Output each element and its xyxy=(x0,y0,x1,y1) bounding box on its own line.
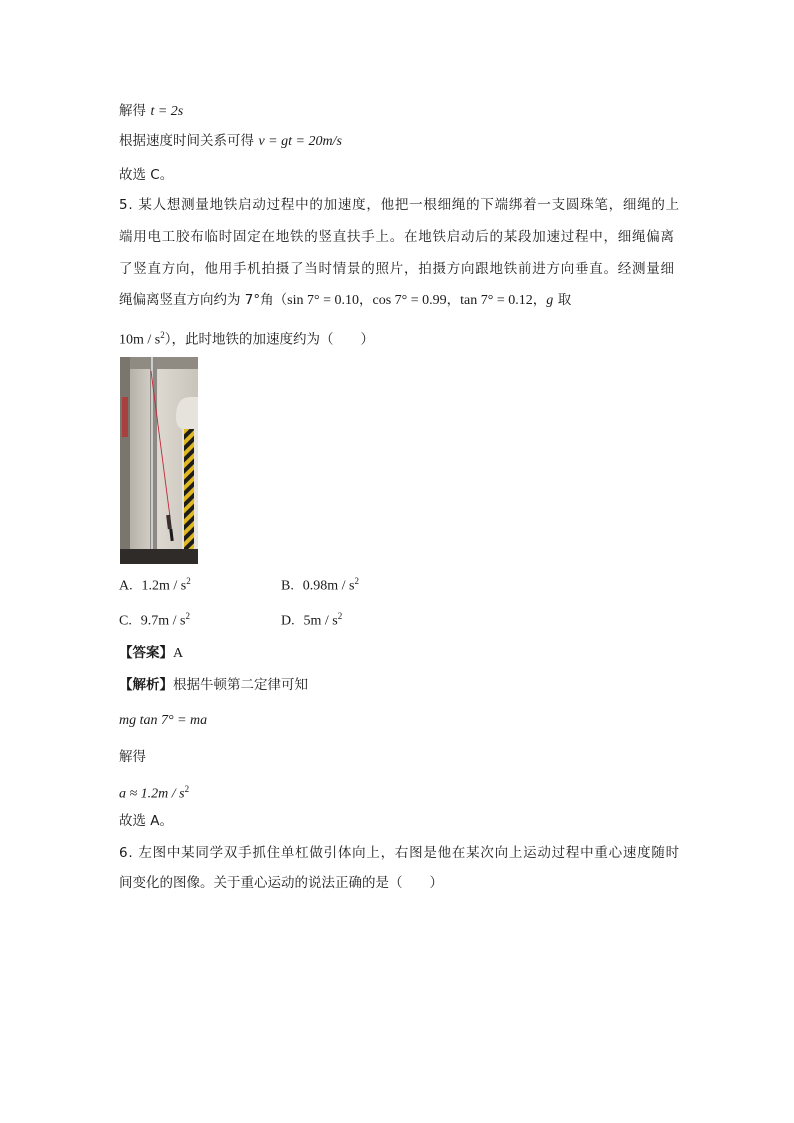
option-c[interactable] xyxy=(119,606,190,632)
acceleration-equation: a ≈ 1.2m / s xyxy=(119,786,185,802)
take-word: 取 xyxy=(557,292,572,308)
option-b-value: 0.98m / s xyxy=(302,578,355,594)
photo-illustration xyxy=(120,357,198,564)
option-b[interactable] xyxy=(281,571,359,597)
q5-line-5 xyxy=(119,325,374,351)
time-equation: t = 2s xyxy=(150,104,184,119)
velocity-label: 根据速度时间关系可得 xyxy=(119,133,254,149)
analysis-solve-label: 解得 xyxy=(119,749,146,765)
subway-string-photo xyxy=(120,357,198,564)
option-a-value: 1.2m / s xyxy=(141,578,187,594)
option-b-exponent: 2 xyxy=(354,576,359,586)
q5-line-2: 端用电工胶布临时固定在地铁的竖直扶手上。在地铁启动后的某段加速过程中，细绳偏离 xyxy=(119,229,675,245)
analysis-text: 根据牛顿第二定律可知 xyxy=(173,677,308,693)
acceleration-exponent: 2 xyxy=(184,784,190,794)
option-b-label: B. xyxy=(281,578,294,594)
velocity-line xyxy=(119,131,342,152)
q5-line-3: 了竖直方向，他用手机拍摄了当时情景的照片，拍摄方向跟地铁前进方向垂直。经测量细 xyxy=(119,261,675,277)
q5-line-4: 绳偏离竖直方向约为 7°角（sin 7° = 0.10，cos 7° = 0.99，tan 7° = 0.12，g 取 xyxy=(119,292,572,308)
answer-label: 【答案】 xyxy=(119,645,173,661)
tan-value: tan 7° = 0.12 xyxy=(460,293,533,308)
option-c-label: C. xyxy=(119,613,132,629)
option-d-value: 5m / s xyxy=(303,613,338,629)
acceleration-result xyxy=(119,779,189,805)
q5-question-end: ），此时地铁的加速度约为（ ） xyxy=(164,331,374,348)
choose-a-line: 故选 A。 xyxy=(119,813,174,829)
answer-line xyxy=(119,643,183,664)
option-d-exponent: 2 xyxy=(337,611,343,621)
option-a-label: A. xyxy=(119,578,133,594)
angle-text: 绳偏离竖直方向约为 7°角（ xyxy=(119,292,288,308)
g-symbol: g xyxy=(546,293,554,308)
choose-c-line: 故选 C。 xyxy=(119,167,174,183)
q6-line-2: 间变化的图像。关于重心运动的说法正确的是（ ） xyxy=(119,875,443,891)
solve-label: 解得 xyxy=(119,103,146,119)
option-a-exponent: 2 xyxy=(186,576,191,586)
velocity-equation: v = gt = 20m/s xyxy=(258,134,342,149)
analysis-line xyxy=(119,675,308,695)
option-a[interactable] xyxy=(119,571,191,597)
option-c-value: 9.7m / s xyxy=(140,613,186,629)
solve-line xyxy=(119,101,183,122)
q5-line-1: 5. 某人想测量地铁启动过程中的加速度，他把一根细绳的下端绑着一支圆珠笔，细绳的上 xyxy=(119,197,680,213)
option-d[interactable] xyxy=(281,606,342,632)
answer-value: A xyxy=(173,646,184,661)
g-value: 10m / s xyxy=(119,332,161,348)
option-d-label: D. xyxy=(281,613,295,629)
q6-line-1: 6. 左图中某同学双手抓住单杠做引体向上，右图是他在某次向上运动过程中重心速度随时 xyxy=(119,845,680,861)
analysis-label: 【解析】 xyxy=(119,677,173,693)
option-c-exponent: 2 xyxy=(185,611,190,621)
sin-value: sin 7° = 0.10 xyxy=(287,293,359,308)
newton-equation: mg tan 7° = ma xyxy=(119,713,208,728)
cos-value: cos 7° = 0.99 xyxy=(372,293,447,308)
g-value-exponent: 2 xyxy=(160,330,165,340)
